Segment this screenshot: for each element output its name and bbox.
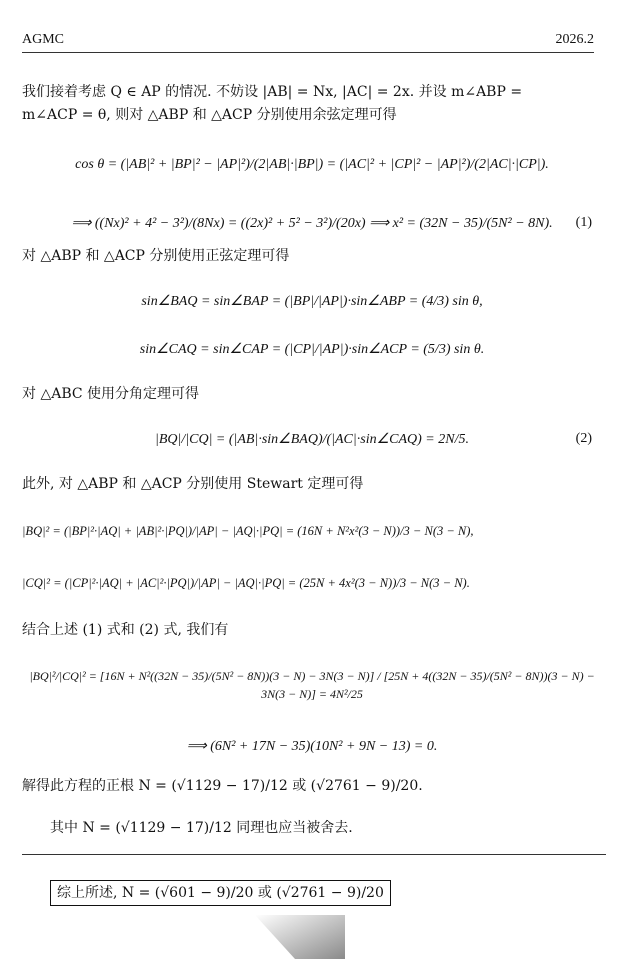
equation-number: (1) [575, 215, 592, 230]
conclusion [50, 880, 391, 906]
header-right: 2026.2 [555, 32, 594, 47]
decorative-shadow [255, 915, 375, 959]
section-separator [22, 854, 606, 855]
paragraph-line: 结合上述 (1) 式和 (2) 式, 我们有 [22, 622, 229, 638]
conclusion-box: 综上所述, N = (√601 − 9)/20 或 (√2761 − 9)/20 [50, 880, 391, 906]
paragraph-line: 解得此方程的正根 N = (√1129 − 17)/12 或 (√2761 − 9)/20. [22, 778, 423, 794]
paragraph-line: 其中 N = (√1129 − 17)/12 同理也应当被舍去. [50, 820, 353, 836]
paragraph-line: 对 △ABP 和 △ACP 分别使用正弦定理可得 [22, 248, 290, 264]
equation-ratio: |BQ|²/|CQ|² = [16N + N²((32N − 35)/(5N² − 8N))(3 − N) − 3N(3 − N)] / [25N + 4((32N − 35)/(5N² − 8N))(3 − N) − 3N(3 − N)] = 4N²/25 [29, 669, 595, 701]
equation-stewart-cq: |CQ|² = (|CP|²·|AQ| + |AC|²·|PQ|)/|AP| − |AQ|·|PQ| = (25N + 4x²(3 − N))/3 − N(3 − N). [22, 575, 470, 590]
paragraph-line: m∠ACP = θ, 则对 △ABP 和 △ACP 分别使用余弦定理可得 [22, 107, 397, 123]
equation-1: ⟹ ((Nx)² + 4² − 3²)/(8Nx) = ((2x)² + 5² − 3²)/(20x) ⟹ x² = (32N − 35)/(5N² − 8N). (1) [71, 215, 592, 231]
paragraph-line: 对 △ABC 使用分角定理可得 [22, 386, 200, 402]
header-rule [22, 52, 594, 53]
equation-cosine-law: cos θ = (|AB|² + |BP|² − |AP|²)/(2|AB|·|BP|) = (|AC|² + |CP|² − |AP|²)/(2|AC|·|CP|). [75, 157, 549, 172]
equation-2: |BQ|/|CQ| = (|AB|·sin∠BAQ)/(|AC|·sin∠CAQ) = 2N/5. (2) [155, 431, 592, 447]
paragraph-line: 此外, 对 △ABP 和 △ACP 分别使用 Stewart 定理可得 [22, 476, 364, 492]
paragraph-line: 我们接着考虑 Q ∈ AP 的情况. 不妨设 |AB| = Nx, |AC| = 2x. 并设 m∠ABP = [22, 84, 523, 100]
header-left: AGMC [22, 32, 65, 47]
equation-sine-baq: sin∠BAQ = sin∠BAP = (|BP|/|AP|)·sin∠ABP = (4/3) sin θ, [141, 293, 483, 309]
equation-factored: ⟹ (6N² + 17N − 35)(10N² + 9N − 13) = 0. [186, 738, 438, 754]
equation-number: (2) [575, 431, 592, 446]
equation-stewart-bq: |BQ|² = (|BP|²·|AQ| + |AB|²·|PQ|)/|AP| − |AQ|·|PQ| = (16N + N²x²(3 − N))/3 − N(3 − N), [22, 523, 474, 538]
equation-sine-caq: sin∠CAQ = sin∠CAP = (|CP|/|AP|)·sin∠ACP = (5/3) sin θ. [139, 341, 485, 357]
